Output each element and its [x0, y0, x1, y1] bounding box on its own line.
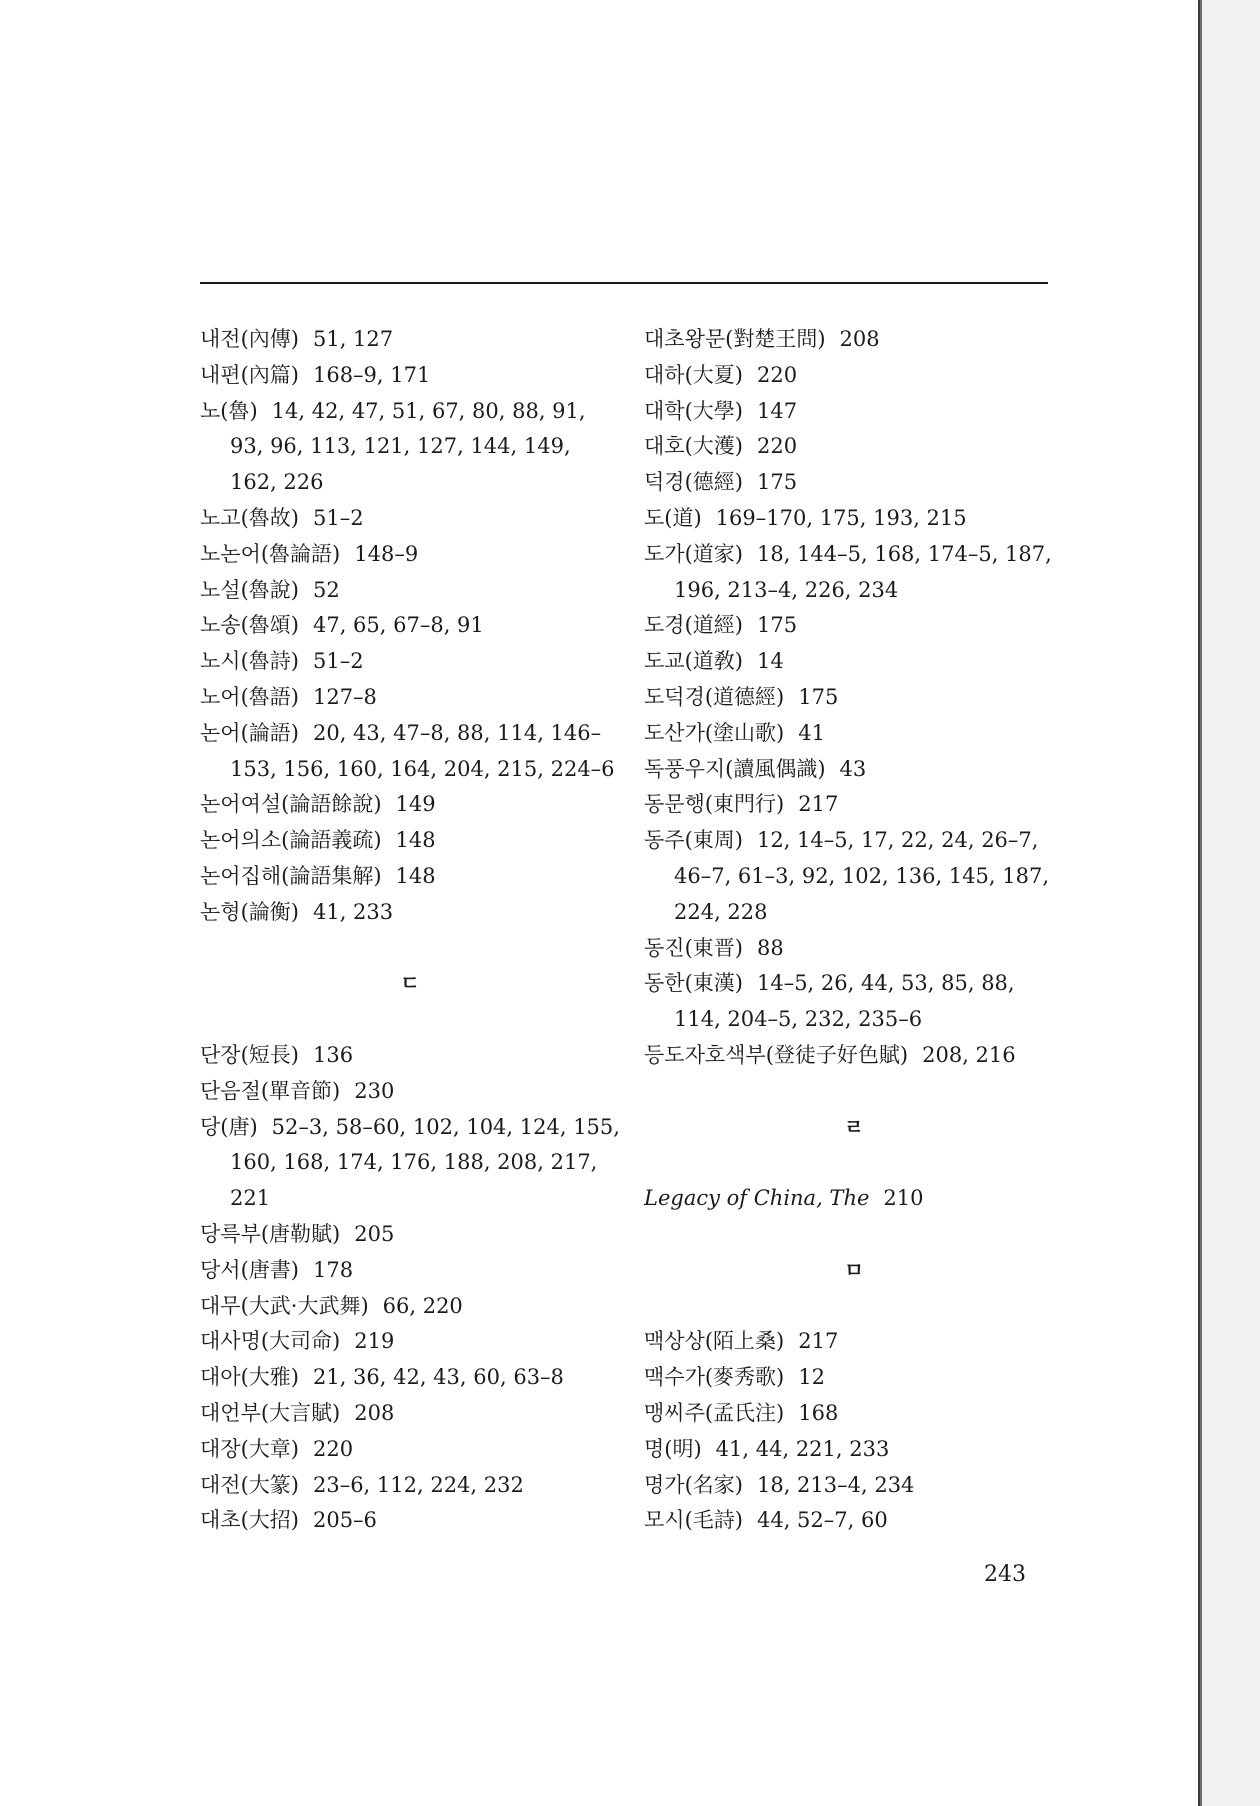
- index-entry: [644, 787, 1064, 823]
- index-entry: [200, 1324, 620, 1360]
- entry-pages: 66, 220: [382, 1293, 463, 1318]
- index-entry: [644, 1396, 1064, 1432]
- section-gap: [644, 1145, 1064, 1181]
- entry-pages: 88: [756, 935, 784, 960]
- index-entry: [644, 429, 1064, 465]
- entry-pages: 220: [312, 1436, 354, 1461]
- entry-headword: 대아(大雅): [200, 1365, 299, 1390]
- index-entry: [200, 1396, 620, 1432]
- index-entry: [200, 1074, 620, 1110]
- entry-pages: 12: [798, 1365, 825, 1390]
- entry-pages: 14: [756, 649, 784, 674]
- entry-pages: 20, 43, 47–8, 88, 114, 146–153, 156, 160, 164, 204, 215, 224–6: [230, 720, 615, 781]
- index-column-left: [200, 322, 620, 1539]
- index-entry: [200, 1503, 620, 1539]
- entry-headword: 노설(魯說): [200, 577, 299, 602]
- index-entry: [644, 680, 1064, 716]
- entry-pages: 217: [798, 1329, 839, 1354]
- entry-pages: 175: [756, 470, 798, 495]
- entry-pages: 23–6, 112, 224, 232: [312, 1472, 524, 1497]
- entry-headword: 동주(東周): [644, 828, 743, 853]
- index-entry: [644, 1432, 1064, 1468]
- entry-headword: 대장(大章): [200, 1436, 299, 1461]
- section-letter: ㄹ: [844, 1114, 864, 1139]
- entry-pages: 205: [354, 1221, 395, 1246]
- entry-headword: 대전(大篆): [200, 1472, 299, 1497]
- entry-pages: 220: [756, 362, 798, 387]
- entry-pages: 147: [756, 398, 798, 423]
- index-entry: [644, 1324, 1064, 1360]
- entry-headword: 도산가(塗山歌): [644, 720, 785, 745]
- index-entry: [644, 394, 1064, 430]
- entry-headword: 도가(道家): [644, 541, 743, 566]
- entry-headword: 노어(魯語): [200, 684, 299, 709]
- entry-pages: 51, 127: [312, 327, 394, 351]
- top-rule: [200, 282, 1048, 284]
- index-entry: [644, 931, 1064, 967]
- section-gap: [644, 1074, 1064, 1110]
- index-entry: [200, 394, 620, 501]
- index-entry: [200, 716, 620, 788]
- entry-pages: 127–8: [312, 684, 377, 709]
- entry-headword: 맹씨주(孟氏注): [644, 1400, 785, 1425]
- index-entry: [200, 608, 620, 644]
- entry-pages: 205–6: [312, 1508, 377, 1533]
- entry-headword: 맥수가(麥秀歌): [644, 1365, 785, 1390]
- index-entry: [644, 1038, 1064, 1074]
- entry-headword: 명가(名家): [644, 1472, 743, 1497]
- viewer-side-strip: [1202, 0, 1260, 1806]
- index-entry: [200, 1217, 620, 1253]
- index-entry: [200, 1360, 620, 1396]
- index-entry: [644, 752, 1064, 788]
- page-number: 243: [984, 1562, 1026, 1587]
- entry-pages: 169–170, 175, 193, 215: [715, 505, 967, 530]
- index-entry: [200, 1468, 620, 1504]
- entry-pages: 208: [354, 1400, 395, 1425]
- entry-headword: 모시(毛詩): [644, 1508, 743, 1533]
- entry-pages: 230: [354, 1078, 395, 1103]
- entry-pages: 217: [798, 792, 839, 817]
- index-entry: [200, 1253, 620, 1289]
- entry-headword: 내편(內篇): [200, 362, 299, 387]
- index-entry: [200, 859, 620, 895]
- index-entry: [200, 823, 620, 859]
- index-entry: [644, 1181, 1064, 1217]
- entry-headword: 논어의소(論語義疏): [200, 828, 382, 853]
- entry-headword: 당륵부(唐勒賦): [200, 1221, 341, 1246]
- index-column-right: [644, 322, 1064, 1539]
- entry-headword: 대언부(大言賦): [200, 1400, 341, 1425]
- entry-pages: 219: [354, 1329, 395, 1354]
- entry-headword: 맥상상(陌上桑): [644, 1329, 785, 1354]
- index-entry: [644, 966, 1064, 1038]
- entry-headword: 동문행(東門行): [644, 792, 785, 817]
- index-entry: [200, 644, 620, 680]
- entry-headword: 독풍우지(讀風偶識): [644, 756, 826, 781]
- index-entry: [200, 1038, 620, 1074]
- index-entry: [644, 322, 1064, 358]
- entry-headword: 도덕경(道德經): [644, 684, 785, 709]
- entry-headword: 대무(大武·大武舞): [200, 1293, 369, 1318]
- index-entry: [644, 537, 1064, 609]
- entry-pages: 41, 233: [312, 899, 394, 924]
- section-gap: [200, 1002, 620, 1038]
- entry-pages: 51–2: [312, 649, 364, 674]
- entry-headword: 대학(大學): [644, 398, 743, 423]
- index-entry: [200, 1110, 620, 1217]
- section-gap: [644, 1217, 1064, 1253]
- entry-headword: 논형(論衡): [200, 899, 299, 924]
- entry-pages: 12, 14–5, 17, 22, 24, 26–7, 46–7, 61–3, 92, 102, 136, 145, 187, 224, 228: [674, 828, 1049, 924]
- entry-headword: 대호(大濩): [644, 434, 743, 459]
- entry-headword: 동진(東晋): [644, 935, 743, 960]
- index-entry: [644, 716, 1064, 752]
- entry-headword: 논어(論語): [200, 720, 299, 745]
- entry-pages: 52: [312, 577, 340, 602]
- entry-pages: 178: [312, 1257, 354, 1282]
- entry-pages: 148: [395, 828, 436, 853]
- entry-headword: 노(魯): [200, 398, 258, 423]
- entry-headword: 대초(大招): [200, 1508, 299, 1533]
- index-entry: [200, 1289, 620, 1325]
- entry-headword: 대사명(大司命): [200, 1329, 341, 1354]
- section-letter: ㅁ: [844, 1257, 864, 1282]
- index-entry: [200, 895, 620, 931]
- index-entry: [200, 358, 620, 394]
- index-entry: [200, 501, 620, 537]
- entry-pages: 136: [312, 1042, 354, 1067]
- entry-pages: 220: [756, 434, 798, 459]
- entry-headword: 대초왕문(對楚王問): [644, 327, 826, 351]
- entry-headword: 노논어(魯論語): [200, 541, 341, 566]
- entry-headword: 단음절(單音節): [200, 1078, 341, 1103]
- index-entry: [200, 537, 620, 573]
- entry-pages: 21, 36, 42, 43, 60, 63–8: [312, 1365, 564, 1390]
- section-gap: [644, 1289, 1064, 1325]
- entry-pages: 175: [798, 684, 839, 709]
- entry-headword: 등도자호색부(登徒子好色賦): [644, 1042, 909, 1067]
- entry-pages: 18, 213–4, 234: [756, 1472, 915, 1497]
- entry-headword: 노고(魯故): [200, 505, 299, 530]
- entry-headword: 노송(魯頌): [200, 613, 299, 638]
- index-entry: [644, 465, 1064, 501]
- entry-pages: 208: [839, 327, 880, 351]
- entry-headword: Legacy of China, The: [644, 1186, 870, 1211]
- entry-pages: 41: [798, 720, 825, 745]
- entry-headword: 덕경(德經): [644, 470, 743, 495]
- index-entry: [200, 573, 620, 609]
- entry-headword: 당서(唐書): [200, 1257, 299, 1282]
- index-entry: [644, 1503, 1064, 1539]
- entry-headword: 동한(東漢): [644, 971, 743, 996]
- entry-headword: 단장(短長): [200, 1042, 299, 1067]
- entry-pages: 14, 42, 47, 51, 67, 80, 88, 91, 93, 96, 113, 121, 127, 144, 149, 162, 226: [230, 398, 586, 495]
- entry-headword: 논어여설(論語餘說): [200, 792, 382, 817]
- index-entry: [200, 1432, 620, 1468]
- entry-headword: 대하(大夏): [644, 362, 743, 387]
- entry-headword: 도(道): [644, 505, 702, 530]
- index-entry: [644, 358, 1064, 394]
- index-entry: [200, 787, 620, 823]
- entry-pages: 41, 44, 221, 233: [715, 1436, 890, 1461]
- index-entry: [200, 680, 620, 716]
- section-letter: ㄷ: [400, 971, 420, 996]
- entry-headword: 명(明): [644, 1436, 702, 1461]
- entry-pages: 148: [395, 863, 436, 888]
- entry-pages: 149: [395, 792, 436, 817]
- entry-pages: 210: [883, 1186, 924, 1211]
- entry-pages: 208, 216: [922, 1042, 1016, 1067]
- index-entry: [644, 501, 1064, 537]
- index-entry: [644, 644, 1064, 680]
- entry-pages: 175: [756, 613, 798, 638]
- index-entry: [644, 1468, 1064, 1504]
- entry-headword: 도경(道經): [644, 613, 743, 638]
- entry-headword: 노시(魯詩): [200, 649, 299, 674]
- entry-headword: 논어집해(論語集解): [200, 863, 382, 888]
- index-entry: [644, 823, 1064, 930]
- entry-pages: 51–2: [312, 505, 364, 530]
- section-gap: [200, 931, 620, 967]
- index-entry: [644, 608, 1064, 644]
- entry-pages: 14–5, 26, 44, 53, 85, 88, 114, 204–5, 232, 235–6: [674, 971, 1015, 1032]
- entry-pages: 168–9, 171: [312, 362, 431, 387]
- entry-pages: 148–9: [354, 541, 419, 566]
- entry-pages: 47, 65, 67–8, 91: [312, 613, 484, 638]
- entry-headword: 당(唐): [200, 1114, 258, 1139]
- entry-headword: 도교(道敎): [644, 649, 743, 674]
- entry-pages: 52–3, 58–60, 102, 104, 124, 155, 160, 168, 174, 176, 188, 208, 217, 221: [230, 1114, 620, 1211]
- entry-headword: 내전(內傳): [200, 327, 299, 351]
- entry-pages: 168: [798, 1400, 839, 1425]
- entry-pages: 18, 144–5, 168, 174–5, 187, 196, 213–4, 226, 234: [674, 541, 1052, 602]
- entry-pages: 44, 52–7, 60: [756, 1508, 888, 1533]
- index-entry: [200, 322, 620, 358]
- index-entry: [644, 1360, 1064, 1396]
- entry-pages: 43: [839, 756, 867, 781]
